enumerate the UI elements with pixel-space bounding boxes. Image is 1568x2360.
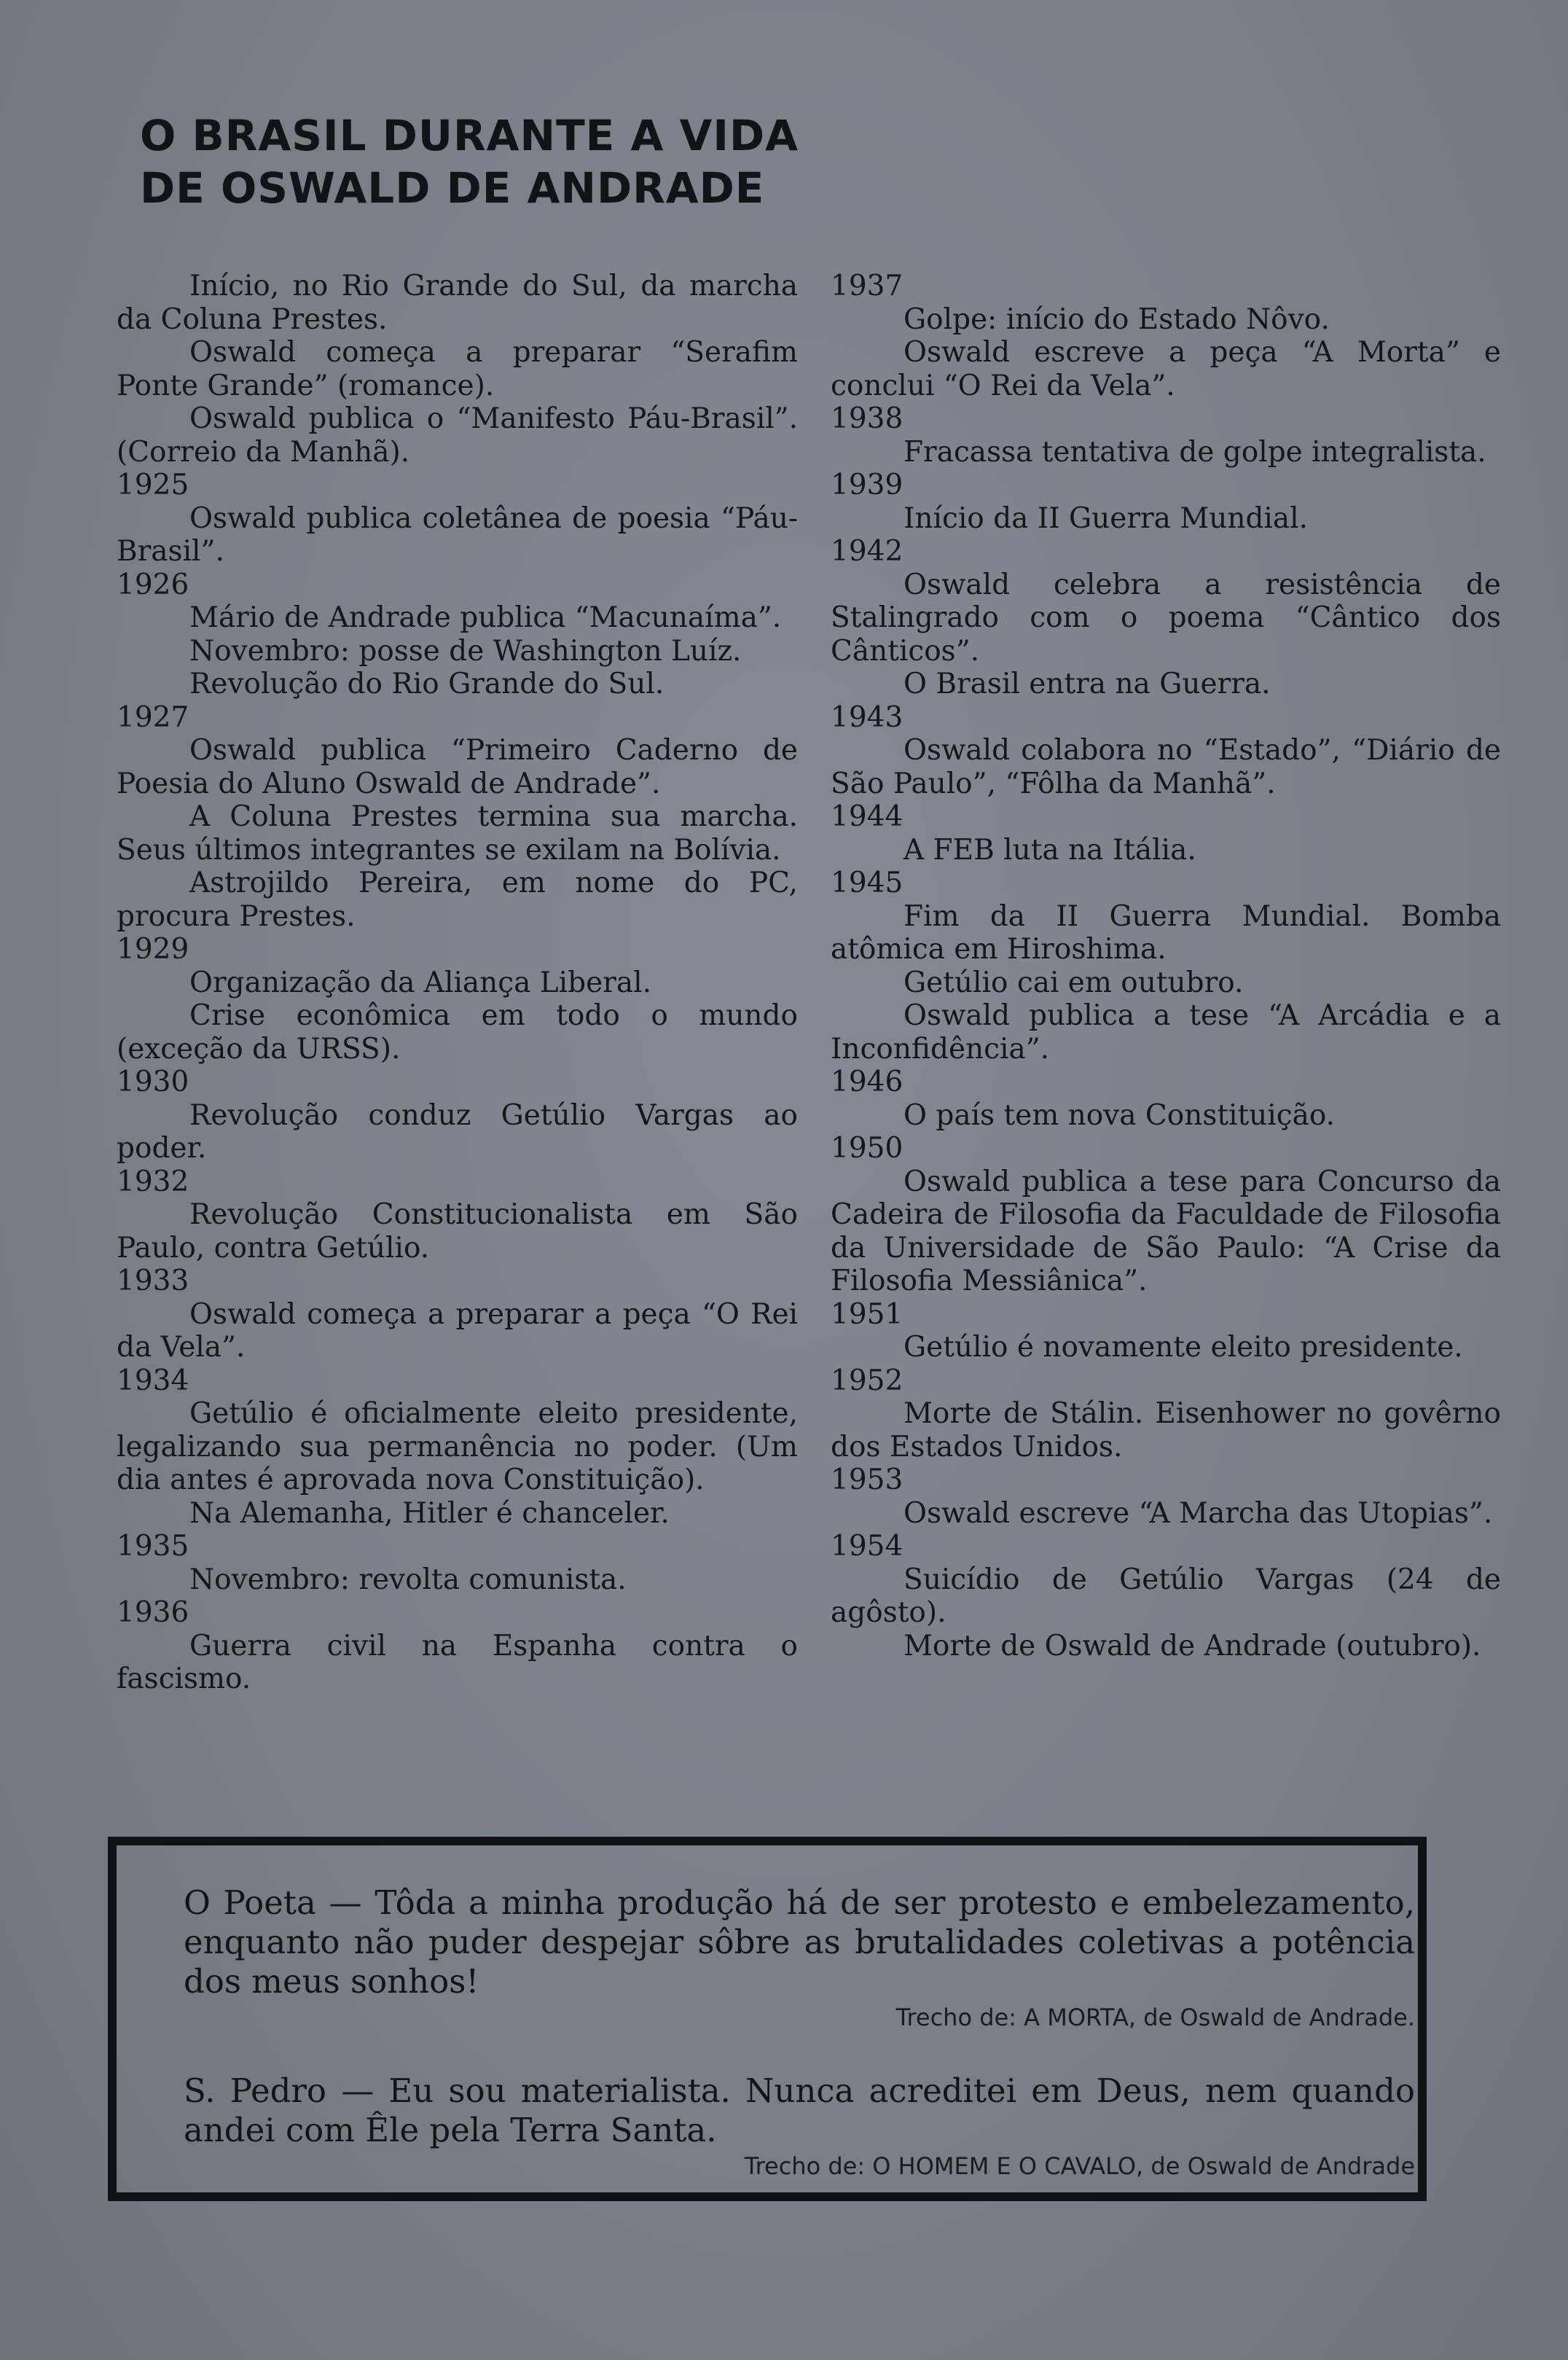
event-text: Revolução conduz Getúlio Vargas ao poder. [117, 1098, 798, 1165]
timeline-right-column [831, 270, 1501, 1662]
year-label: 1927 [117, 700, 189, 734]
timeline-entry [831, 402, 1501, 469]
event-text: Morte de Stálin. Eisenhower no govêrno dos Estados Unidos. [831, 1397, 1501, 1464]
year-label: 1929 [117, 933, 189, 966]
quote-credit: Trecho de: A MORTA, de Oswald de Andrade. [895, 2004, 1415, 2031]
year-label: 1950 [831, 1132, 903, 1165]
event-text: Oswald publica coletânea de poesia “Páu-Brasil”. [117, 501, 798, 568]
event-text: Oswald escreve a peça “A Morta” e conclui “O Rei da Vela”. [831, 336, 1501, 402]
event-text: Oswald começa a preparar a peça “O Rei da Vela”. [117, 1297, 798, 1364]
timeline-entry [117, 1530, 798, 1596]
timeline-entry [831, 1364, 1501, 1464]
event-text: Início, no Rio Grande do Sul, da marcha da Coluna Prestes. [117, 270, 798, 336]
timeline-entry [831, 1298, 1501, 1364]
event-text: Suicídio de Getúlio Vargas (24 de agôsto). [831, 1563, 1501, 1629]
year-label: 1936 [117, 1596, 189, 1629]
timeline-entry [117, 270, 798, 469]
timeline-entry [831, 701, 1501, 801]
event-text: Organização da Aliança Liberal. [189, 966, 651, 999]
event-text: Morte de Oswald de Andrade (outubro). [903, 1629, 1481, 1662]
timeline-entry [831, 270, 1501, 402]
timeline-entry [831, 1132, 1501, 1298]
year-label: 1925 [117, 469, 189, 501]
year-label: 1926 [117, 568, 189, 601]
quote-text: S. Pedro — Eu sou materialista. Nunca acreditei em Deus, nem quando andei com Êle pela Terra Santa. [184, 2071, 1415, 2149]
year-label: 1933 [117, 1265, 189, 1297]
event-text: Oswald colabora no “Estado”, “Diário de São Paulo”, “Fôlha da Manhã”. [831, 734, 1501, 800]
timeline-entry [831, 1464, 1501, 1530]
event-text: Oswald publica o “Manifesto Páu-Brasil”. (Correio da Manhã). [117, 402, 798, 469]
year-label: 1944 [831, 800, 903, 833]
timeline-entry [117, 469, 798, 568]
timeline-entry [117, 1364, 798, 1531]
year-label: 1946 [831, 1066, 903, 1098]
title-line-1: O BRASIL DURANTE A VIDA [140, 111, 799, 160]
event-text: O Brasil entra na Guerra. [903, 668, 1271, 700]
year-label: 1953 [831, 1464, 903, 1496]
event-text: Getúlio cai em outubro. [903, 966, 1244, 999]
event-text: Revolução do Rio Grande do Sul. [189, 668, 665, 700]
page-title [140, 109, 799, 214]
event-text: Oswald publica a tese para Concurso da Cadeira de Filosofia da Faculdade de Filosofia da Universidade de São Paulo: “A Crise da Filosofia Messiânica”. [831, 1165, 1501, 1297]
quote-poeta [184, 1883, 1415, 2032]
timeline-entry [831, 535, 1501, 701]
timeline-entry [831, 469, 1501, 535]
event-text: Oswald publica a tese “A Arcádia e a Inconfidência”. [831, 999, 1501, 1066]
event-text: Guerra civil na Espanha contra o fascismo. [117, 1629, 798, 1695]
event-text: Oswald celebra a resistência de Stalingrado com o poema “Cântico dos Cânticos”. [831, 568, 1501, 668]
timeline-entry [117, 701, 798, 934]
timeline-entry [831, 800, 1501, 867]
timeline-entry [117, 933, 798, 1066]
title-line-2: DE OSWALD DE ANDRADE [140, 163, 765, 213]
timeline-entry [117, 568, 798, 701]
quote-credit: Trecho de: O HOMEM E O CAVALO, de Oswald de Andrade [744, 2152, 1415, 2180]
timeline-entry [831, 867, 1501, 1066]
event-text: Oswald publica “Primeiro Caderno de Poesia do Aluno Oswald de Andrade”. [117, 734, 798, 800]
event-text: Oswald começa a preparar “Serafim Ponte Grande” (romance). [117, 336, 798, 402]
event-text: Getúlio é oficialmente eleito presidente, legalizando sua permanência no poder. (Um dia antes é aprovada nova Constituição). [117, 1397, 798, 1496]
event-text: Crise econômica em todo o mundo (exceção da URSS). [117, 999, 798, 1066]
quotes-box [108, 1837, 1427, 2201]
year-label: 1938 [831, 402, 903, 435]
event-text: Início da II Guerra Mundial. [903, 501, 1309, 535]
year-label: 1951 [831, 1297, 903, 1331]
year-label: 1937 [831, 270, 903, 302]
year-label: 1954 [831, 1530, 903, 1563]
timeline-entry [117, 1066, 798, 1165]
timeline-entry [117, 1265, 798, 1364]
event-text: Oswald escreve “A Marcha das Utopias”. [903, 1496, 1493, 1530]
timeline-entry [117, 1165, 798, 1265]
timeline-entry [117, 1596, 798, 1696]
quote-text: O Poeta — Tôda a minha produção há de ser protesto e embelezamento, enquanto não puder despejar sôbre as brutalidades coletivas a potência dos meus sonhos! [184, 1883, 1415, 2001]
timeline-entry [831, 1530, 1501, 1662]
event-text: Fracassa tentativa de golpe integralista. [903, 435, 1486, 469]
event-text: O país tem nova Constituição. [903, 1098, 1336, 1132]
event-text: Na Alemanha, Hitler é chanceler. [189, 1496, 670, 1530]
year-label: 1932 [117, 1165, 189, 1198]
event-text: Revolução Constitucionalista em São Paulo, contra Getúlio. [117, 1198, 798, 1265]
event-text: A FEB luta na Itália. [903, 833, 1196, 867]
year-label: 1934 [117, 1364, 189, 1397]
year-label: 1930 [117, 1066, 189, 1098]
event-text: Getúlio é novamente eleito presidente. [903, 1331, 1463, 1364]
event-text: Mário de Andrade publica “Macunaíma”. [189, 601, 782, 634]
year-label: 1943 [831, 700, 903, 734]
quote-s-pedro [184, 2071, 1415, 2181]
timeline-left-column [117, 270, 798, 1696]
year-label: 1952 [831, 1364, 903, 1397]
year-label: 1945 [831, 867, 903, 899]
event-text: Fim da II Guerra Mundial. Bomba atômica em Hiroshima. [831, 899, 1501, 966]
year-label: 1942 [831, 535, 903, 568]
event-text: Golpe: início do Estado Nôvo. [903, 302, 1330, 336]
event-text: A Coluna Prestes termina sua marcha. Seus últimos integrantes se exilam na Bolívia. [117, 800, 798, 867]
year-label: 1935 [117, 1530, 189, 1563]
event-text: Novembro: revolta comunista. [189, 1563, 627, 1596]
event-text: Astrojildo Pereira, em nome do PC, procura Prestes. [117, 867, 798, 933]
timeline-entry [831, 1066, 1501, 1132]
event-text: Novembro: posse de Washington Luíz. [189, 634, 742, 668]
year-label: 1939 [831, 469, 903, 501]
